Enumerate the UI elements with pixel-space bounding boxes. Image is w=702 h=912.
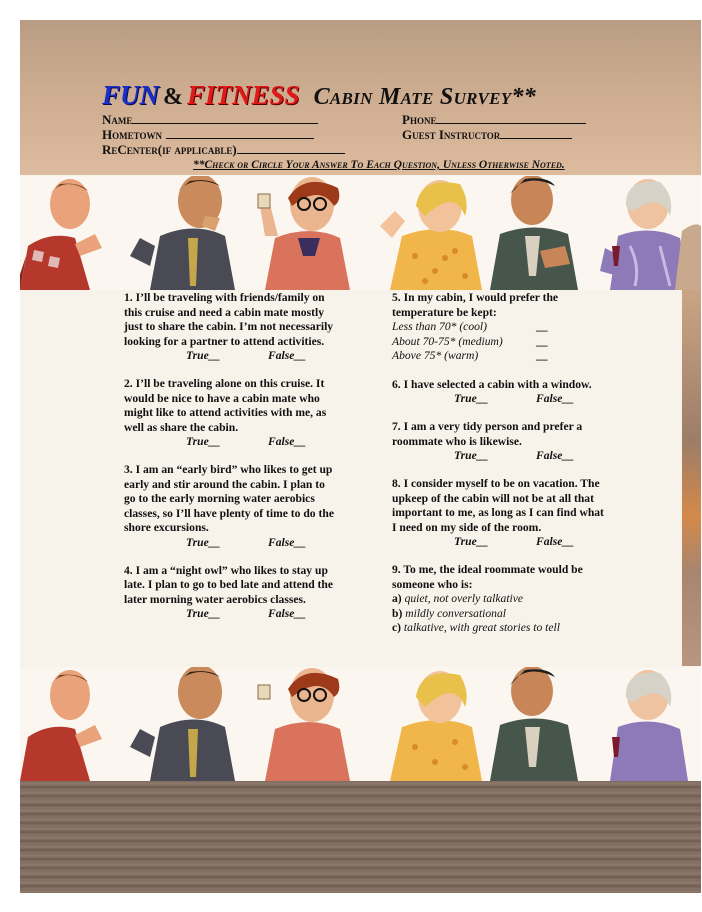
guest-instructor-field[interactable] (402, 127, 572, 143)
recenter-field[interactable] (102, 142, 345, 158)
q9-option-b[interactable] (392, 607, 604, 622)
guest-instructor-line[interactable] (500, 127, 572, 139)
recenter-line[interactable] (237, 142, 345, 154)
header (20, 20, 701, 175)
question-7: 7. I am a very tidy person and prefer a roommate who is likewise. (392, 420, 583, 448)
q9-option-c-text: talkative, with great stories to tell (403, 621, 560, 634)
phone-field[interactable] (402, 112, 586, 128)
question-4: 4. I am a “night owl” who likes to stay up late. I plan to go to bed late and attend the later morning water aerobics classes. (124, 563, 334, 606)
q5-option-2[interactable] (392, 335, 604, 350)
q5-option-2-label: About 70-75* (medium) (392, 334, 503, 348)
q9-option-b-letter: b) (392, 606, 403, 620)
q5-option-3-label: Above 75* (warm) (392, 349, 479, 362)
title-fun: FUN (102, 80, 160, 110)
survey-page (20, 20, 701, 893)
q5-option-1[interactable] (392, 320, 604, 335)
question-7-answers (392, 449, 604, 464)
title-ampersand: & (163, 84, 184, 110)
recenter-label: ReCenter(if applicable) (102, 142, 237, 157)
question-2-answers (124, 435, 339, 450)
question-4-answers (124, 607, 339, 622)
question-3: 3. I am an “early bird” who likes to get up early and stir around the cabin. I plan to go to the early morning water aerobics classes, so I’ll have plenty of time to do the shore excursions. (124, 463, 334, 534)
q2-true-option[interactable]: True__ (186, 435, 221, 448)
hometown-label: Hometown (102, 127, 162, 142)
question-6: 6. I have selected a cabin with a window. (392, 377, 592, 391)
name-field[interactable] (102, 112, 318, 128)
illustration-band-bottom (20, 667, 701, 781)
hometown-field[interactable] (102, 127, 314, 143)
q5-option-1-blank[interactable]: __ (536, 320, 548, 333)
q7-true-option[interactable]: True__ (454, 449, 489, 462)
q6-false-option[interactable]: False__ (536, 392, 575, 405)
q9-option-a-text: quiet, not overly talkative (404, 592, 524, 605)
question-8: 8. I consider myself to be on vacation. The upkeep of the cabin will not be at all that important to me, as long as I can find what I need on my side of the room. (392, 477, 604, 534)
title-fitness: FITNESS (187, 80, 300, 110)
q1-false-option[interactable]: False__ (268, 349, 307, 362)
q9-option-c-letter: c) (392, 621, 402, 634)
question-5: 5. In my cabin, I would prefer the temperature be kept: (392, 291, 559, 319)
q7-false-option[interactable]: False__ (536, 449, 575, 462)
name-label: Name (102, 112, 133, 127)
question-9: 9. To me, the ideal roommate would be someone who is: (392, 563, 583, 591)
question-1: 1. I’ll be traveling with friends/family on this cruise and need a cabin mate mostly just to share the cabin. I’m not necessarily looking for a partner to attend activities. (124, 291, 334, 348)
question-1-answers (124, 349, 339, 364)
q4-false-option[interactable]: False__ (268, 607, 307, 620)
people-illustration-icon (20, 176, 701, 290)
q9-option-c[interactable] (392, 621, 604, 636)
left-column (124, 291, 339, 622)
q5-option-1-label: Less than 70* (cool) (392, 320, 487, 333)
q9-option-b-text: mildly conversational (405, 606, 507, 620)
hometown-line[interactable] (166, 127, 314, 139)
sea-background (20, 781, 701, 893)
q8-false-option[interactable]: False__ (536, 535, 575, 548)
page-title (102, 80, 536, 111)
q5-option-2-blank[interactable]: __ (536, 334, 548, 348)
question-3-answers (124, 536, 339, 551)
question-6-answers (392, 392, 604, 407)
guest-instructor-label: Guest Instructor (402, 127, 501, 142)
title-subtitle: Cabin Mate Survey** (313, 84, 537, 110)
q2-false-option[interactable]: False__ (268, 435, 307, 448)
q9-option-a[interactable] (392, 592, 604, 607)
question-2: 2. I’ll be traveling alone on this cruise. It would be nice to have a cabin mate who might like to attend activities with me, as well as share the cabin. (124, 377, 327, 434)
phone-label: Phone (402, 112, 437, 127)
people-illustration-icon (20, 667, 701, 781)
q3-false-option[interactable]: False__ (268, 535, 307, 549)
phone-line[interactable] (436, 112, 586, 124)
right-column (392, 291, 604, 636)
question-8-answers (392, 535, 604, 550)
q4-true-option[interactable]: True__ (186, 607, 221, 620)
q1-true-option[interactable]: True__ (186, 349, 221, 362)
q3-true-option[interactable]: True__ (186, 535, 221, 549)
q6-true-option[interactable]: True__ (454, 392, 489, 405)
illustration-band-top (20, 176, 701, 290)
sunset-sea-strip (682, 290, 701, 666)
instructions: **Check or Circle Your Answer To Each Question, Unless Otherwise Noted. (193, 159, 565, 171)
q9-option-a-letter: a) (392, 592, 402, 605)
q8-true-option[interactable]: True__ (454, 535, 489, 548)
name-line[interactable] (132, 112, 318, 124)
q5-option-3[interactable] (392, 349, 604, 364)
q5-option-3-blank[interactable]: __ (536, 349, 548, 362)
